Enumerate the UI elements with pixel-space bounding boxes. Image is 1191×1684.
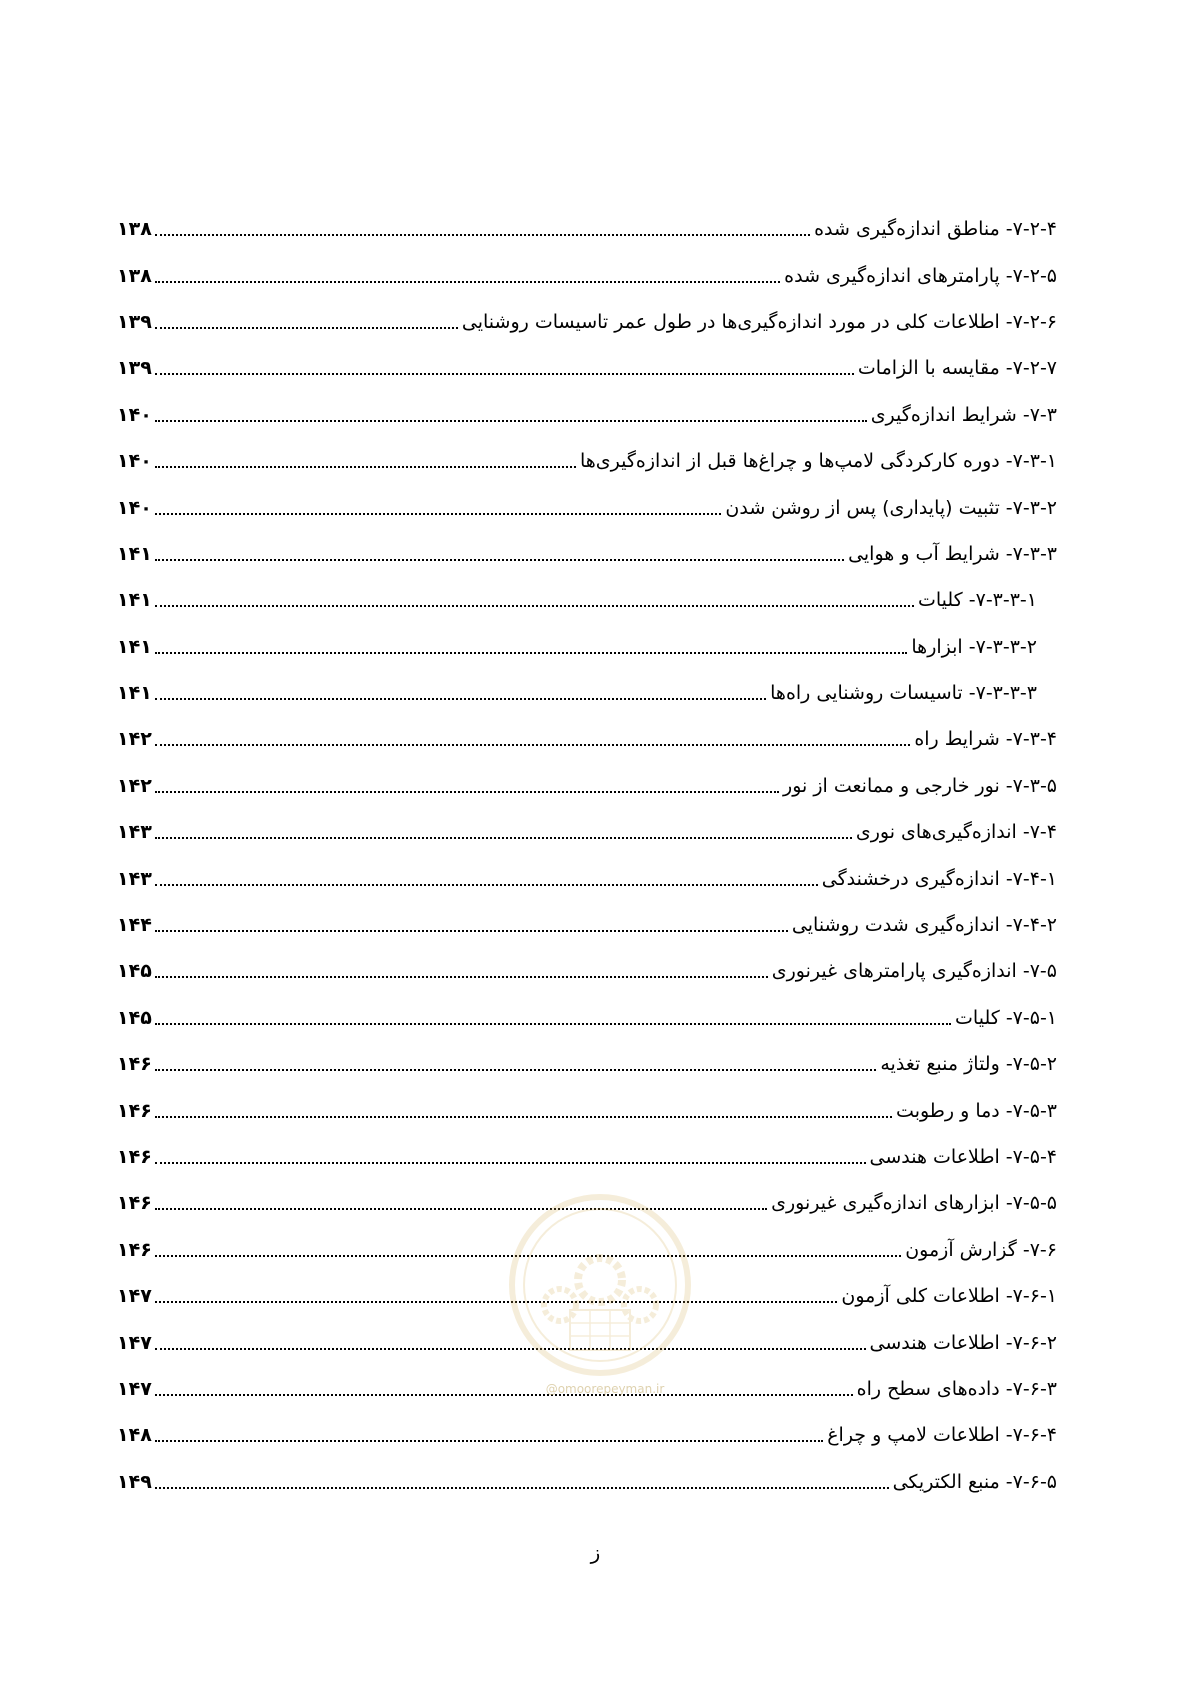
dot-leader [155, 327, 458, 329]
dot-leader [155, 1023, 951, 1025]
toc-entry-title: ۷-۵-۳- دما و رطوبت [896, 1099, 1057, 1122]
dot-leader [155, 652, 907, 654]
toc-entry-page: ۱۴۱ [117, 589, 152, 612]
dot-leader [155, 1440, 823, 1442]
toc-entry-title: ۷-۵-۴- اطلاعات هندسی [869, 1146, 1057, 1168]
toc-entry[interactable] [117, 299, 1057, 345]
toc-entry-page: ۱۴۸ [117, 1424, 152, 1447]
dot-leader [155, 234, 810, 236]
toc-entry[interactable] [117, 1459, 1057, 1505]
dot-leader [155, 1301, 837, 1303]
dot-leader [155, 791, 779, 793]
dot-leader [155, 884, 818, 886]
toc-entry-title: ۷-۳-۳-۲- ابزارها [911, 635, 1037, 658]
toc-entry-page: ۱۳۸ [117, 218, 152, 241]
toc-entry-page: ۱۴۷ [117, 1331, 152, 1354]
toc-entry-title: ۷-۲-۷- مقایسه با الزامات [857, 357, 1057, 380]
toc-entry[interactable] [117, 855, 1057, 901]
toc-entry-page: ۱۴۵ [117, 1006, 152, 1029]
toc-entry-title: ۷-۳- شرایط اندازه‌گیری [870, 403, 1057, 426]
page-number: ز [590, 1540, 601, 1564]
toc-entry-title: ۷-۶-۵- منبع الکتریکی [892, 1470, 1057, 1493]
dot-leader [155, 1394, 853, 1396]
toc-entry-title: ۷-۶-۱- اطلاعات کلی آزمون [841, 1285, 1057, 1308]
toc-entry[interactable] [117, 392, 1057, 438]
toc-entry-title: ۷-۶-۳- داده‌های سطح راه [856, 1377, 1057, 1400]
dot-leader [155, 744, 910, 746]
toc-entry-page: ۱۴۷ [117, 1377, 152, 1400]
toc-entry-title: ۷-۲-۴- مناطق اندازه‌گیری شده [814, 218, 1057, 241]
dot-leader [155, 420, 867, 422]
toc-entry-title: ۷-۳-۳- شرایط آب و هوایی [848, 542, 1057, 565]
dot-leader [155, 1487, 889, 1489]
dot-leader [155, 373, 854, 375]
toc-entry-title: ۷-۳-۴- شرایط راه [914, 728, 1057, 751]
toc-entry-page: ۱۳۸ [117, 264, 152, 287]
toc-entry-page: ۱۴۳ [117, 867, 152, 890]
dot-leader [155, 976, 768, 978]
toc-entry-page: ۱۴۱ [117, 542, 152, 565]
toc-entry-title: ۷-۵-۵- ابزارهای اندازه‌گیری غیرنوری [771, 1192, 1057, 1215]
dot-leader [155, 837, 852, 839]
dot-leader [155, 1069, 876, 1071]
toc-entry-page: ۱۴۱ [117, 635, 152, 658]
toc-entry-title: ۷-۶-۲- اطلاعات هندسی [869, 1331, 1057, 1354]
dot-leader [155, 466, 576, 468]
toc-entry[interactable] [117, 1412, 1057, 1458]
toc-entry[interactable] [117, 995, 1057, 1041]
dot-leader [155, 605, 914, 607]
toc-entry-title: ۷-۴-۱- اندازه‌گیری درخشندگی [821, 867, 1057, 890]
toc-entry[interactable] [117, 438, 1057, 484]
toc-entry-page: ۱۴۰ [117, 403, 152, 426]
dot-leader [155, 698, 766, 700]
toc-entry[interactable] [117, 948, 1057, 994]
toc-entry-page: ۱۴۵ [117, 960, 152, 983]
toc-entry-title: ۷-۳-۳-۱- کلیات [917, 589, 1037, 612]
toc-entry-page: ۱۴۲ [117, 774, 152, 797]
toc-entry-page: ۱۴۹ [117, 1470, 152, 1493]
toc-entry[interactable] [117, 345, 1057, 391]
toc-entry-page: ۱۴۰ [117, 496, 152, 519]
toc-entry[interactable] [117, 763, 1057, 809]
toc-entry-page: ۱۴۶ [117, 1146, 152, 1168]
toc-entry[interactable] [117, 1087, 1057, 1133]
toc-entry-title: ۷-۳-۱- دوره کارکردگی لامپ‌ها و چراغ‌ها قبل از اندازه‌گیری‌ها [579, 450, 1057, 473]
dot-leader [155, 1116, 892, 1118]
dot-leader [155, 559, 844, 561]
toc-entry[interactable] [117, 716, 1057, 762]
watermark-seal-icon [505, 1190, 695, 1380]
toc-entry-page: ۱۴۶ [117, 1099, 152, 1122]
toc-entry-page: ۱۴۷ [117, 1285, 152, 1308]
toc-entry-title: ۷-۵-۲- ولتاژ منبع تغذیه [880, 1053, 1057, 1076]
toc-entry-title: ۷-۶- گزارش آزمون [905, 1238, 1057, 1261]
watermark-text: @omoorepeyman.ir [545, 1382, 665, 1396]
toc-entry[interactable] [117, 577, 1057, 623]
toc-entry-title: ۷-۶-۴- اطلاعات لامپ و چراغ [827, 1424, 1057, 1447]
toc-entry-page: ۱۴۶ [117, 1238, 152, 1261]
toc-entry[interactable] [117, 809, 1057, 855]
toc-entry-page: ۱۴۰ [117, 450, 152, 473]
toc-entry-title: ۷-۲-۵- پارامترهای اندازه‌گیری شده [784, 264, 1057, 287]
toc-entry-page: ۱۳۹ [117, 357, 152, 380]
toc-entry-title: ۷-۴-۲- اندازه‌گیری شدت روشنایی [791, 914, 1057, 937]
toc-entry-title: ۷-۲-۶- اطلاعات کلی در مورد اندازه‌گیری‌ها در طول عمر تاسیسات روشنایی [461, 310, 1057, 333]
toc-entry[interactable] [117, 531, 1057, 577]
dot-leader [155, 281, 780, 283]
toc-entry-page: ۱۴۱ [117, 682, 152, 705]
toc-entry-title: ۷-۵- اندازه‌گیری پارامترهای غیرنوری [771, 960, 1057, 983]
toc-entry[interactable] [117, 670, 1057, 716]
toc-entry-title: ۷-۳-۵- نور خارجی و ممانعت از نور [783, 774, 1057, 797]
dot-leader [155, 930, 788, 932]
toc-entry-page: ۱۴۴ [117, 914, 152, 937]
dot-leader [155, 513, 721, 515]
toc-entry-title: ۷-۴- اندازه‌گیری‌های نوری [855, 821, 1057, 844]
toc-entry-title: ۷-۳-۳-۳- تاسیسات روشنایی راه‌ها [770, 682, 1037, 705]
toc-entry-page: ۱۴۶ [117, 1053, 152, 1076]
toc-entry-page: ۱۳۹ [117, 310, 152, 333]
toc-entry-page: ۱۴۳ [117, 821, 152, 844]
toc-entry[interactable] [117, 1134, 1057, 1180]
toc-entry[interactable] [117, 484, 1057, 530]
toc-entry[interactable] [117, 1041, 1057, 1087]
toc-entry[interactable] [117, 206, 1057, 252]
toc-entry-title: ۷-۵-۱- کلیات [955, 1006, 1057, 1029]
dot-leader [155, 1162, 866, 1164]
toc-entry[interactable] [117, 902, 1057, 948]
toc-entry-title: ۷-۳-۲- تثبیت (پایداری) پس از روشن شدن [725, 496, 1057, 519]
toc-entry[interactable] [117, 624, 1057, 670]
toc-entry[interactable] [117, 252, 1057, 298]
toc-entry-page: ۱۴۶ [117, 1192, 152, 1215]
toc-entry-page: ۱۴۲ [117, 728, 152, 751]
